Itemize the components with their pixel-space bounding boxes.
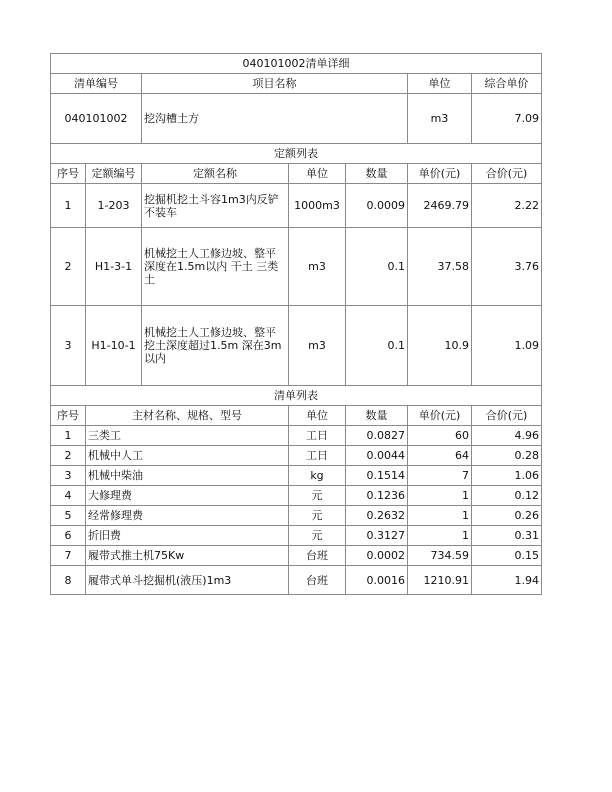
mat-total-header: 合价(元) bbox=[472, 406, 542, 426]
quota-section-title: 定额列表 bbox=[51, 144, 542, 164]
quota-qty: 0.0009 bbox=[346, 184, 408, 228]
mat-unit: 台班 bbox=[289, 566, 346, 595]
mat-qty-header: 数量 bbox=[346, 406, 408, 426]
mat-unit: 台班 bbox=[289, 546, 346, 566]
mat-name: 经常修理费 bbox=[86, 506, 289, 526]
mat-price-header: 单价(元) bbox=[408, 406, 472, 426]
mat-total: 0.31 bbox=[472, 526, 542, 546]
quota-row bbox=[51, 306, 542, 386]
quota-unit-header: 单位 bbox=[289, 164, 346, 184]
material-row bbox=[51, 526, 542, 546]
materials-section-title: 清单列表 bbox=[51, 386, 542, 406]
mat-price: 64 bbox=[408, 446, 472, 466]
mat-total: 0.28 bbox=[472, 446, 542, 466]
quota-row bbox=[51, 228, 542, 306]
quota-header-row bbox=[51, 164, 542, 184]
mat-total: 1.94 bbox=[472, 566, 542, 595]
quota-name: 挖掘机挖土斗容1m3内反铲 不装车 bbox=[142, 184, 289, 228]
quota-price: 10.9 bbox=[408, 306, 472, 386]
item-row bbox=[51, 94, 542, 144]
quota-price: 2469.79 bbox=[408, 184, 472, 228]
quota-qty: 0.1 bbox=[346, 306, 408, 386]
mat-no: 1 bbox=[51, 426, 86, 446]
mat-unit: kg bbox=[289, 466, 346, 486]
mat-price: 1 bbox=[408, 506, 472, 526]
item-price: 7.09 bbox=[472, 94, 542, 144]
material-row bbox=[51, 426, 542, 446]
quota-unit: m3 bbox=[289, 306, 346, 386]
mat-no: 8 bbox=[51, 566, 86, 595]
mat-name: 履带式单斗挖掘机(液压)1m3 bbox=[86, 566, 289, 595]
mat-total: 0.15 bbox=[472, 546, 542, 566]
mat-price: 1 bbox=[408, 486, 472, 506]
material-row bbox=[51, 486, 542, 506]
materials-header-row bbox=[51, 406, 542, 426]
mat-no: 4 bbox=[51, 486, 86, 506]
mat-price: 7 bbox=[408, 466, 472, 486]
quota-no: 2 bbox=[51, 228, 86, 306]
page-title: 040101002清单详细 bbox=[51, 54, 542, 74]
item-unit: m3 bbox=[408, 94, 472, 144]
quota-unit: m3 bbox=[289, 228, 346, 306]
mat-no: 7 bbox=[51, 546, 86, 566]
material-row bbox=[51, 446, 542, 466]
quota-total: 3.76 bbox=[472, 228, 542, 306]
quota-no-header: 序号 bbox=[51, 164, 86, 184]
mat-unit-header: 单位 bbox=[289, 406, 346, 426]
mat-name: 三类工 bbox=[86, 426, 289, 446]
mat-unit: 元 bbox=[289, 526, 346, 546]
mat-unit: 工日 bbox=[289, 426, 346, 446]
quota-code: H1-10-1 bbox=[86, 306, 142, 386]
mat-no-header: 序号 bbox=[51, 406, 86, 426]
quota-no: 1 bbox=[51, 184, 86, 228]
item-code: 040101002 bbox=[51, 94, 142, 144]
quota-unit: 1000m3 bbox=[289, 184, 346, 228]
mat-qty: 0.0044 bbox=[346, 446, 408, 466]
quota-name: 机械挖土人工修边坡、整平 挖土深度超过1.5m 深在3m以内 bbox=[142, 306, 289, 386]
quota-row bbox=[51, 184, 542, 228]
material-row bbox=[51, 506, 542, 526]
mat-name-header: 主材名称、规格、型号 bbox=[86, 406, 289, 426]
mat-unit: 元 bbox=[289, 486, 346, 506]
mat-qty: 0.0002 bbox=[346, 546, 408, 566]
item-header-row bbox=[51, 74, 542, 94]
mat-price: 1 bbox=[408, 526, 472, 546]
mat-unit: 工日 bbox=[289, 446, 346, 466]
unit-header: 单位 bbox=[408, 74, 472, 94]
quota-name-header: 定额名称 bbox=[142, 164, 289, 184]
quota-total: 2.22 bbox=[472, 184, 542, 228]
mat-no: 6 bbox=[51, 526, 86, 546]
mat-no: 5 bbox=[51, 506, 86, 526]
mat-name: 履带式推土机75Kw bbox=[86, 546, 289, 566]
mat-qty: 0.3127 bbox=[346, 526, 408, 546]
mat-name: 机械中人工 bbox=[86, 446, 289, 466]
mat-name: 折旧费 bbox=[86, 526, 289, 546]
mat-qty: 0.0827 bbox=[346, 426, 408, 446]
mat-unit: 元 bbox=[289, 506, 346, 526]
mat-name: 大修理费 bbox=[86, 486, 289, 506]
mat-qty: 0.1514 bbox=[346, 466, 408, 486]
material-row bbox=[51, 566, 542, 595]
mat-no: 2 bbox=[51, 446, 86, 466]
quota-qty: 0.1 bbox=[346, 228, 408, 306]
mat-price: 734.59 bbox=[408, 546, 472, 566]
item-name: 挖沟槽土方 bbox=[142, 94, 408, 144]
mat-total: 0.26 bbox=[472, 506, 542, 526]
material-row bbox=[51, 466, 542, 486]
mat-qty: 0.0016 bbox=[346, 566, 408, 595]
mat-total: 0.12 bbox=[472, 486, 542, 506]
mat-name: 机械中柴油 bbox=[86, 466, 289, 486]
quota-total-header: 合价(元) bbox=[472, 164, 542, 184]
quota-price: 37.58 bbox=[408, 228, 472, 306]
quota-total: 1.09 bbox=[472, 306, 542, 386]
name-header: 项目名称 bbox=[142, 74, 408, 94]
quota-code: H1-3-1 bbox=[86, 228, 142, 306]
bill-detail-table bbox=[50, 53, 542, 595]
code-header: 清单编号 bbox=[51, 74, 142, 94]
quota-no: 3 bbox=[51, 306, 86, 386]
mat-total: 4.96 bbox=[472, 426, 542, 446]
price-header: 综合单价 bbox=[472, 74, 542, 94]
mat-price: 1210.91 bbox=[408, 566, 472, 595]
mat-qty: 0.2632 bbox=[346, 506, 408, 526]
quota-code: 1-203 bbox=[86, 184, 142, 228]
mat-no: 3 bbox=[51, 466, 86, 486]
quota-code-header: 定额编号 bbox=[86, 164, 142, 184]
quota-qty-header: 数量 bbox=[346, 164, 408, 184]
quota-price-header: 单价(元) bbox=[408, 164, 472, 184]
mat-price: 60 bbox=[408, 426, 472, 446]
mat-total: 1.06 bbox=[472, 466, 542, 486]
mat-qty: 0.1236 bbox=[346, 486, 408, 506]
quota-name: 机械挖土人工修边坡、整平 深度在1.5m以内 干土 三类土 bbox=[142, 228, 289, 306]
material-row bbox=[51, 546, 542, 566]
